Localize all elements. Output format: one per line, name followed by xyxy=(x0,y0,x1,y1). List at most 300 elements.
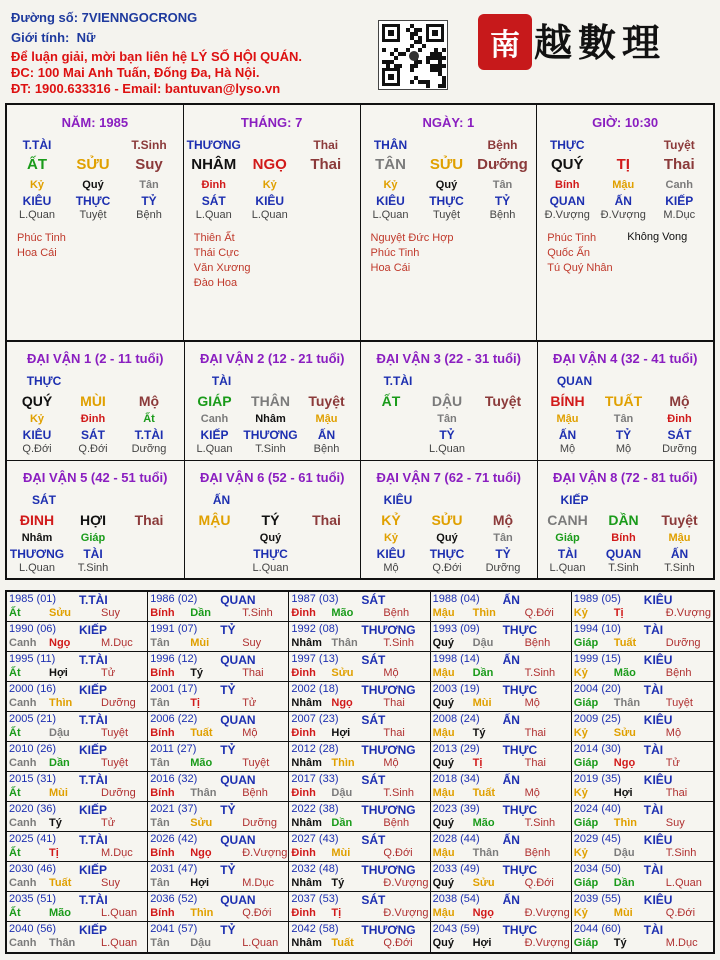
year-branch: Tý xyxy=(49,817,62,829)
year-stage: Tử xyxy=(242,697,257,709)
year-cell[interactable] xyxy=(572,832,713,862)
dai-van-title: ĐẠI VẬN 6 (52 - 61 tuổi) xyxy=(200,470,345,485)
pillar-cans-cell: Kỷ xyxy=(29,179,45,191)
dai-van-char: MÙI xyxy=(80,393,106,409)
year-stage: Q.Đới xyxy=(665,907,696,919)
year-cell[interactable] xyxy=(572,712,713,742)
year-stage: Mộ xyxy=(524,787,540,799)
year-cell[interactable] xyxy=(148,742,289,772)
year-cell[interactable] xyxy=(431,592,572,622)
qr-module xyxy=(442,64,446,68)
year-stage: Đ.Vượng xyxy=(524,937,570,949)
year-branch: Dần xyxy=(613,877,635,889)
year-cell[interactable] xyxy=(572,862,713,892)
year-stem: Nhâm xyxy=(291,877,322,889)
year-stem: Nhâm xyxy=(291,757,322,769)
year-branch: Tị xyxy=(331,907,342,919)
qr-finder-core xyxy=(388,74,394,80)
dai-van-hidden-god: ẤN xyxy=(558,428,577,442)
year-stem: Ất xyxy=(9,847,21,859)
year-cell[interactable] xyxy=(431,622,572,652)
year-label: 2028 (44) xyxy=(432,833,480,845)
year-stage: T.Sinh xyxy=(524,817,556,829)
dai-van-cell xyxy=(7,460,184,578)
year-label: 2016 (32) xyxy=(150,773,198,785)
year-cell[interactable] xyxy=(289,712,430,742)
year-cell[interactable] xyxy=(7,652,148,682)
year-branch: Dậu xyxy=(472,637,494,649)
year-stage: Q.Đới xyxy=(524,877,554,889)
year-god: QUAN xyxy=(220,893,256,907)
year-stage: T.Sinh xyxy=(383,787,414,799)
dai-van-cell xyxy=(7,342,184,460)
year-branch: Ngọ xyxy=(472,907,494,919)
pillar-stage: L.Quan xyxy=(372,209,409,221)
year-label: 2001 (17) xyxy=(150,683,198,695)
year-cell[interactable] xyxy=(7,772,148,802)
year-god: TỶ xyxy=(220,803,236,817)
year-stem: Giáp xyxy=(573,937,599,949)
year-god: TÀI xyxy=(643,863,664,877)
year-stem: Đinh xyxy=(291,847,316,859)
year-branch: Dậu xyxy=(613,847,635,859)
pillar-gods-cell: T.TÀI xyxy=(22,138,52,152)
pillar-chars-cell: TỊ xyxy=(616,156,630,173)
year-god: KIÊU xyxy=(643,833,673,847)
year-cell[interactable] xyxy=(431,832,572,862)
dai-van-stage: Q.Đới xyxy=(22,443,52,455)
pillar-star-item: Đào Hoa xyxy=(193,277,238,289)
qr-center-badge xyxy=(409,51,419,61)
dai-van-hidden-god: THỰC xyxy=(429,547,465,561)
dai-van-title: ĐẠI VẬN 2 (12 - 21 tuổi) xyxy=(200,351,345,366)
year-stem: Bính xyxy=(150,667,175,679)
year-stem: Nhâm xyxy=(291,637,322,649)
year-cell[interactable] xyxy=(7,742,148,772)
year-stage: Đ.Vượng xyxy=(242,847,288,859)
year-branch: Sửu xyxy=(49,607,72,619)
pillar-stage: M.Dục xyxy=(663,209,696,221)
year-cell[interactable] xyxy=(289,772,430,802)
pillar-chars-cell: ẤT xyxy=(27,156,47,173)
year-god: QUAN xyxy=(220,593,256,607)
dai-van-stage: Mộ xyxy=(559,443,576,455)
year-branch: Mão xyxy=(613,667,636,679)
pillar-cans-cell: Canh xyxy=(665,179,693,191)
pillar-title: NĂM: 1985 xyxy=(61,115,129,130)
year-branch: Hợi xyxy=(49,667,68,679)
year-stage: Thai xyxy=(383,727,405,739)
pillar-stage: Đ.Vượng xyxy=(600,209,646,221)
year-label: 1986 (02) xyxy=(150,593,198,605)
pillar-chars-cell: QUÝ xyxy=(550,156,584,173)
pillar-chars-cell: TÂN xyxy=(375,156,406,173)
year-god: TỶ xyxy=(220,683,236,697)
year-god: KIÊU xyxy=(643,653,673,667)
pillar-star-item: Hoa Cái xyxy=(370,262,411,274)
year-stage: Đ.Vượng xyxy=(665,607,711,619)
dai-van-hidden-stem: Nhâm xyxy=(255,413,286,425)
pillar-hidden-god: KIÊU xyxy=(255,194,285,208)
year-cell[interactable] xyxy=(572,802,713,832)
year-cell[interactable] xyxy=(289,742,430,772)
year-label: 2007 (23) xyxy=(291,713,339,725)
pillar-hidden-god: KIÊU xyxy=(376,194,405,208)
year-branch: Tuất xyxy=(49,877,72,889)
year-cell[interactable] xyxy=(572,742,713,772)
pillar-hidden-god: QUAN xyxy=(549,194,585,208)
qr-finder-core xyxy=(388,30,394,36)
year-stem: Giáp xyxy=(573,817,599,829)
year-stage: Mộ xyxy=(665,727,682,739)
pillar-gods-cell: T.Sinh xyxy=(131,138,167,152)
qr-code-icon[interactable] xyxy=(378,20,448,90)
year-cell[interactable] xyxy=(431,922,572,952)
year-cell[interactable] xyxy=(7,862,148,892)
dai-van-hidden-stem: Mậu xyxy=(315,413,338,425)
dai-van-hidden-stem: Đinh xyxy=(667,413,692,425)
dai-van-hidden-stem: Mậu xyxy=(668,532,691,544)
year-cell[interactable] xyxy=(7,892,148,922)
year-branch: Thìn xyxy=(49,697,73,709)
dai-van-stage: L.Quan xyxy=(428,443,466,455)
dai-van-char: KỶ xyxy=(381,512,401,528)
year-god: ẤN xyxy=(502,893,520,907)
year-cell[interactable] xyxy=(431,802,572,832)
dai-van-char: TÝ xyxy=(261,512,280,528)
year-stage: L.Quan xyxy=(665,877,702,889)
dai-van-stage: T.Sinh xyxy=(608,562,639,574)
dai-van-cell xyxy=(537,460,714,578)
year-cell[interactable] xyxy=(572,772,713,802)
year-stage: Q.Đới xyxy=(242,907,272,919)
year-god: KIẾP xyxy=(79,803,108,817)
year-stem: Tân xyxy=(150,697,170,709)
year-stem: Đinh xyxy=(291,787,316,799)
year-cell[interactable] xyxy=(7,622,148,652)
year-stem: Tân xyxy=(150,637,170,649)
pillar-star-item: Quốc Ấn xyxy=(547,247,591,259)
dai-van-char: Mộ xyxy=(669,393,690,409)
year-label: 2008 (24) xyxy=(432,713,480,725)
dai-van-hidden-god: ẤN xyxy=(670,547,689,561)
year-stage: M.Dục xyxy=(101,847,133,859)
year-stem: Kỷ xyxy=(573,667,588,679)
year-god: SÁT xyxy=(361,833,386,847)
year-label: 1993 (09) xyxy=(432,623,480,635)
year-branch: Ngọ xyxy=(49,637,71,649)
year-branch: Hợi xyxy=(190,877,210,889)
year-stage: Tử xyxy=(665,757,680,769)
year-stem: Nhâm xyxy=(291,817,322,829)
year-label: 1994 (10) xyxy=(573,623,621,635)
year-cell[interactable] xyxy=(7,802,148,832)
dai-van-stage: Dưỡng xyxy=(485,562,521,574)
year-stem: Mậu xyxy=(432,607,455,619)
year-cell[interactable] xyxy=(289,832,430,862)
qr-module xyxy=(442,84,446,88)
dai-van-stage: L.Quan xyxy=(196,443,233,455)
year-cell[interactable] xyxy=(289,652,430,682)
dai-van-char: Thai xyxy=(312,512,341,528)
year-cell[interactable] xyxy=(572,652,713,682)
year-cell[interactable] xyxy=(148,892,289,922)
qr-module xyxy=(418,60,422,64)
year-stem: Mậu xyxy=(432,727,455,739)
year-stem: Giáp xyxy=(573,697,599,709)
year-stem: Kỷ xyxy=(573,727,588,739)
year-branch: Tị xyxy=(190,697,200,709)
year-god: ẤN xyxy=(502,653,520,667)
year-cell[interactable] xyxy=(431,712,572,742)
year-god: TÀI xyxy=(643,803,664,817)
year-cell[interactable] xyxy=(572,592,713,622)
year-label: 2002 (18) xyxy=(291,683,339,695)
dai-van-stage: Mộ xyxy=(615,443,632,455)
pillar-stage: L.Quan xyxy=(18,209,56,221)
year-stage: T.Sinh xyxy=(383,637,414,649)
qr-module xyxy=(426,84,430,88)
year-cell[interactable] xyxy=(148,622,289,652)
year-stage: Mộ xyxy=(524,697,540,709)
year-cell[interactable] xyxy=(289,622,430,652)
dai-van-hidden-god: TỶ xyxy=(439,428,455,442)
year-cell[interactable] xyxy=(7,592,148,622)
year-label: 2000 (16) xyxy=(9,683,57,695)
year-god: TỶ xyxy=(220,743,236,757)
year-god: THƯƠNG xyxy=(361,923,416,937)
year-label: 2032 (48) xyxy=(291,863,339,875)
qr-module xyxy=(418,28,422,32)
year-branch: Tý xyxy=(613,937,627,949)
year-label: 2023 (39) xyxy=(432,803,480,815)
year-label: 1988 (04) xyxy=(432,593,480,605)
year-cell[interactable] xyxy=(148,592,289,622)
year-cell[interactable] xyxy=(148,802,289,832)
year-branch: Thân xyxy=(472,847,499,859)
year-branch: Hợi xyxy=(472,937,492,949)
pillar-chars-cell: Thai xyxy=(663,156,695,173)
year-stem: Canh xyxy=(9,637,37,649)
phone-line: ĐT: 1900.633316 - Email: bantuvan@lyso.vn xyxy=(11,81,281,96)
year-branch: Dần xyxy=(472,667,494,679)
year-branch: Thân xyxy=(613,697,641,709)
year-label: 2022 (38) xyxy=(291,803,339,815)
qr-module xyxy=(418,48,422,52)
year-god: SÁT xyxy=(361,713,386,727)
annual-luck-grid xyxy=(5,590,715,954)
year-stem: Tân xyxy=(150,877,170,889)
year-cell[interactable] xyxy=(431,892,572,922)
pillar-gods-cell: Tuyệt xyxy=(663,138,695,152)
year-branch: Ngọ xyxy=(613,757,636,769)
year-cell[interactable] xyxy=(289,862,430,892)
year-god: T.TÀI xyxy=(79,593,108,607)
qr-module xyxy=(386,64,390,68)
logo-text: 越數理 xyxy=(534,20,667,65)
year-cell[interactable] xyxy=(289,892,430,922)
logo-seal: 南 xyxy=(478,14,532,70)
dai-van-hidden-stem: Nhâm xyxy=(21,532,53,544)
dai-van-char: Tuyệt xyxy=(661,512,698,528)
year-stem: Giáp xyxy=(573,637,599,649)
year-label: 1998 (14) xyxy=(432,653,480,665)
year-cell[interactable] xyxy=(289,682,430,712)
year-branch: Hợi xyxy=(613,787,633,799)
pillar-cans-cell: Kỷ xyxy=(262,179,277,191)
year-cell[interactable] xyxy=(148,862,289,892)
year-cell[interactable] xyxy=(148,922,289,952)
pillar-title: THÁNG: 7 xyxy=(240,115,303,130)
year-stem: Tân xyxy=(150,937,170,949)
year-stage: M.Dục xyxy=(242,877,274,889)
dai-van-char: DẦN xyxy=(608,512,639,528)
dai-van-char: DẬU xyxy=(431,393,463,409)
qr-module xyxy=(402,52,406,56)
year-label: 2017 (33) xyxy=(291,773,339,785)
contact-line: Để luận giải, mời bạn liên hệ LÝ SỐ HỘI QUÁN. xyxy=(11,49,302,64)
year-stage: Mộ xyxy=(383,667,399,679)
dai-van-stage: T.Sinh xyxy=(664,562,695,574)
year-cell[interactable] xyxy=(7,922,148,952)
year-stem: Ất xyxy=(9,727,21,739)
pillar-star-item: Tú Quý Nhân xyxy=(547,262,613,274)
year-label: 2034 (50) xyxy=(573,863,621,875)
year-cell[interactable] xyxy=(148,712,289,742)
year-stem: Canh xyxy=(9,937,37,949)
pillar-stage: Bệnh xyxy=(136,209,162,221)
dai-van-hidden-stem: Giáp xyxy=(80,532,106,544)
year-stem: Canh xyxy=(9,757,37,769)
pillar-hidden-god: SÁT xyxy=(201,194,226,208)
year-god: TÀI xyxy=(643,683,664,697)
year-stem: Tân xyxy=(150,757,170,769)
year-label: 2014 (30) xyxy=(573,743,621,755)
header xyxy=(0,0,720,100)
year-stem: Quý xyxy=(432,697,454,709)
year-god: KIẾP xyxy=(79,743,108,757)
year-stage: T.Sinh xyxy=(665,847,697,859)
year-stem: Đinh xyxy=(291,727,316,739)
year-label: 2044 (60) xyxy=(573,923,621,935)
year-label: 2039 (55) xyxy=(573,893,621,905)
year-god: SÁT xyxy=(361,893,386,907)
year-stem: Canh xyxy=(9,817,37,829)
year-branch: Mão xyxy=(190,757,213,769)
year-stem: Mậu xyxy=(432,907,455,919)
year-cell[interactable] xyxy=(431,742,572,772)
year-cell[interactable] xyxy=(572,682,713,712)
year-branch: Hợi xyxy=(331,727,351,739)
year-stage: T.Sinh xyxy=(242,607,273,619)
year-label: 2004 (20) xyxy=(573,683,621,695)
year-stage: Thai xyxy=(242,667,264,679)
dai-van-hidden-god: SÁT xyxy=(81,428,105,442)
year-stage: M.Dục xyxy=(665,937,698,949)
year-cell[interactable] xyxy=(572,622,713,652)
dai-van-hidden-stem: Quý xyxy=(436,532,458,544)
year-label: 2041 (57) xyxy=(150,923,198,935)
dai-van-hidden-god: SÁT xyxy=(667,428,692,442)
year-stem: Quý xyxy=(432,877,454,889)
year-label: 2009 (25) xyxy=(573,713,621,725)
year-cell[interactable] xyxy=(431,652,572,682)
year-branch: Mùi xyxy=(331,847,351,859)
qr-module xyxy=(410,44,414,48)
year-cell[interactable] xyxy=(431,682,572,712)
year-cell[interactable] xyxy=(289,922,430,952)
dai-van-char: ĐINH xyxy=(19,512,55,528)
year-stem: Bính xyxy=(150,847,175,859)
year-branch: Mão xyxy=(472,817,495,829)
pillar-gods-cell: THƯƠNG xyxy=(186,138,241,152)
year-branch: Thân xyxy=(190,787,217,799)
year-god: T.TÀI xyxy=(79,893,108,907)
year-cell[interactable] xyxy=(431,862,572,892)
year-cell[interactable] xyxy=(148,772,289,802)
year-cell[interactable] xyxy=(572,892,713,922)
year-god: SÁT xyxy=(361,593,386,607)
pillar-cans-cell: Tân xyxy=(139,179,159,191)
dai-van-char: SỬU xyxy=(431,512,463,528)
year-stage: Q.Đới xyxy=(383,937,413,949)
year-cell[interactable] xyxy=(289,802,430,832)
year-branch: Tuất xyxy=(331,937,354,949)
pillar-star-item: Phúc Tinh xyxy=(370,247,420,259)
year-cell[interactable] xyxy=(7,832,148,862)
dai-van-stage: T.Sinh xyxy=(255,443,286,455)
year-cell[interactable] xyxy=(148,682,289,712)
dai-van-hidden-stem: Tân xyxy=(613,413,634,425)
pillar-chars-cell: SỬU xyxy=(76,156,110,173)
year-stage: Bệnh xyxy=(524,847,551,859)
year-stem: Kỷ xyxy=(573,607,588,619)
year-cell[interactable] xyxy=(7,682,148,712)
pillar-chars-cell: SỬU xyxy=(429,156,464,173)
year-branch: Ngọ xyxy=(331,697,353,709)
year-cell[interactable] xyxy=(289,592,430,622)
year-cell[interactable] xyxy=(148,652,289,682)
dai-van-cell xyxy=(184,460,361,578)
year-branch: Mùi xyxy=(472,697,492,709)
pillar-hidden-god: TỶ xyxy=(141,194,157,208)
address-line: ĐC: 100 Mai Anh Tuấn, Đống Đa, Hà Nội. xyxy=(11,65,260,80)
year-branch: Mùi xyxy=(49,787,68,799)
year-branch: Mùi xyxy=(613,907,633,919)
four-pillars xyxy=(5,103,715,342)
year-label: 2030 (46) xyxy=(9,863,57,875)
year-god: THỰC xyxy=(502,863,538,877)
year-cell[interactable] xyxy=(7,712,148,742)
year-branch: Dần xyxy=(331,817,353,829)
year-stage: Dưỡng xyxy=(242,817,277,829)
dai-van-hidden-stem: Tân xyxy=(437,413,457,425)
year-stage: Tử xyxy=(101,817,116,829)
dai-van-hidden-god: ẤN xyxy=(317,428,336,442)
year-stem: Canh xyxy=(9,877,37,889)
year-cell[interactable] xyxy=(572,922,713,952)
year-god: KIÊU xyxy=(643,713,673,727)
year-stem: Quý xyxy=(432,937,454,949)
pillar-2 xyxy=(183,105,360,340)
year-cell[interactable] xyxy=(148,832,289,862)
year-god: THỰC xyxy=(502,623,538,637)
year-stem: Bính xyxy=(150,787,175,799)
year-label: 1990 (06) xyxy=(9,623,57,635)
year-stage: Mộ xyxy=(383,757,399,769)
year-cell[interactable] xyxy=(431,772,572,802)
pillar-title: GIỜ: 10:30 xyxy=(592,115,659,130)
